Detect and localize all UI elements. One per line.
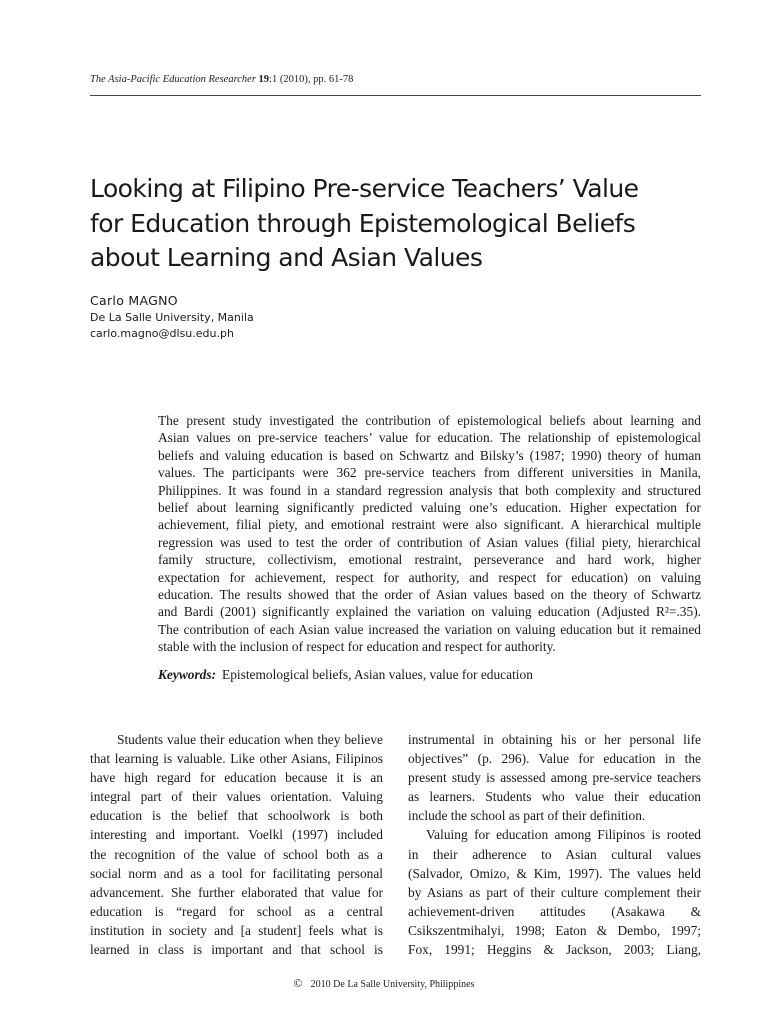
- body-column-left: [90, 730, 383, 959]
- title-line: Looking at Filipino Pre-service Teachers’ Value: [90, 174, 639, 203]
- body-column-right: [408, 730, 701, 959]
- body-line: by Asians as part of their culture complement their: [408, 884, 701, 900]
- abstract-line: The contribution of each Asian value increased the variation on valuing education but it remained: [158, 621, 701, 637]
- page-footer: [0, 976, 768, 991]
- body-line: present study is assessed among pre-service teachers: [408, 770, 701, 786]
- body-line: advancement. She further elaborated that value for: [90, 884, 383, 900]
- body-line: include the school as part of their definition.: [408, 808, 646, 824]
- keywords-label: Keywords:: [158, 667, 217, 682]
- body-line: that learning is valuable. Like other Asians, Filipinos: [90, 751, 383, 767]
- body-line: education is the belief that schoolwork is both: [90, 808, 383, 824]
- body-line: instrumental in obtaining his or her personal life: [408, 732, 701, 747]
- body-line: objectives” (p. 296). Value for education in the: [408, 751, 701, 767]
- body-line: Fox, 1991; Heggins & Jackson, 2003; Liang,: [408, 942, 701, 958]
- body-line: integral part of their values orientation. Valuing: [90, 789, 383, 805]
- abstract-line: belief about learning significantly predicted valuing one’s education. Higher expectation for: [158, 500, 701, 516]
- author-affiliation: De La Salle University, Manila: [90, 311, 254, 324]
- body-line: Students value their education when they believe: [117, 732, 383, 747]
- body-line: have high regard for education because it is an: [90, 770, 383, 786]
- journal-name: The Asia-Pacific Education Researcher: [90, 74, 256, 85]
- copyright-icon: ©: [293, 976, 303, 990]
- body-line: interesting and important. Voelkl (1997) included: [90, 827, 383, 843]
- keywords-text: Epistemological beliefs, Asian values, value for education: [222, 667, 533, 682]
- body-line: social norm and as a tool for facilitating personal: [90, 865, 383, 881]
- abstract-line: beliefs and valuing education is based on Schwartz and Bilsky’s (1987; 1990) theory of human: [158, 447, 701, 463]
- journal-issue-pages: :1 (2010), pp. 61-78: [269, 74, 354, 85]
- abstract-line: expectation for achievement, respect for authority, and respect for education) on valuing: [158, 569, 701, 585]
- body-line: in their adherence to Asian cultural values: [408, 846, 701, 862]
- abstract-line: Asian values on pre-service teachers’ value for education. The relationship of epistemological: [158, 430, 701, 446]
- abstract-line: The present study investigated the contribution of epistemological beliefs about learning and: [158, 413, 701, 428]
- copyright-text: 2010 De La Salle University, Philippines: [310, 979, 475, 990]
- title-line: for Education through Epistemological Beliefs: [90, 208, 636, 238]
- abstract-line: values. The participants were 362 pre-service teachers from different universities in Manila,: [158, 465, 701, 481]
- header-rule: [90, 95, 701, 96]
- body-line: Csikszentmihalyi, 1998; Eaton & Dembo, 1997;: [408, 922, 701, 938]
- running-head: [90, 74, 353, 85]
- body-line: institution in society and [a student] feels what is: [90, 922, 383, 938]
- author-name: Carlo MAGNO: [90, 293, 178, 308]
- abstract-line: family structure, collectivism, emotional restraint, perseverance and hard work, higher: [158, 552, 701, 568]
- title-line: about Learning and Asian Values: [90, 243, 483, 272]
- abstract-line: achievement, filial piety, and emotional restraint were also significant. A hierarchical multiple: [158, 517, 701, 533]
- keywords: [158, 667, 533, 683]
- body-line: learned in class is important and that school is: [90, 942, 383, 958]
- body-line: (Salvador, Omizo, & Kim, 1997). The values held: [408, 865, 701, 881]
- body-line: Valuing for education among Filipinos is rooted: [426, 827, 701, 843]
- abstract-line: and Bardi (2001) significantly explained the variation on valuing education (Adjusted R²=.35).: [158, 604, 701, 620]
- journal-volume: 19: [258, 74, 270, 85]
- abstract-line: regression was used to test the order of contribution of Asian values (filial piety, hierarchical: [158, 534, 701, 550]
- paper-title: [90, 172, 710, 276]
- body-line: as learners. Students who value their education: [408, 789, 701, 805]
- body-line: achievement-driven attitudes (Asakawa &: [408, 903, 701, 919]
- body-line: the recognition of the value of school both as a: [90, 846, 383, 862]
- abstract: [158, 412, 701, 656]
- abstract-line: stable with the inclusion of respect for education and respect for authority.: [158, 639, 556, 655]
- body-line: education is “regard for school as a central: [90, 903, 383, 919]
- abstract-line: Philippines. It was found in a standard regression analysis that both complexity and structured: [158, 482, 701, 498]
- author-email: carlo.magno@dlsu.edu.ph: [90, 327, 234, 340]
- abstract-line: education. The results showed that the order of Asian values based on the theory of Schwartz: [158, 587, 701, 603]
